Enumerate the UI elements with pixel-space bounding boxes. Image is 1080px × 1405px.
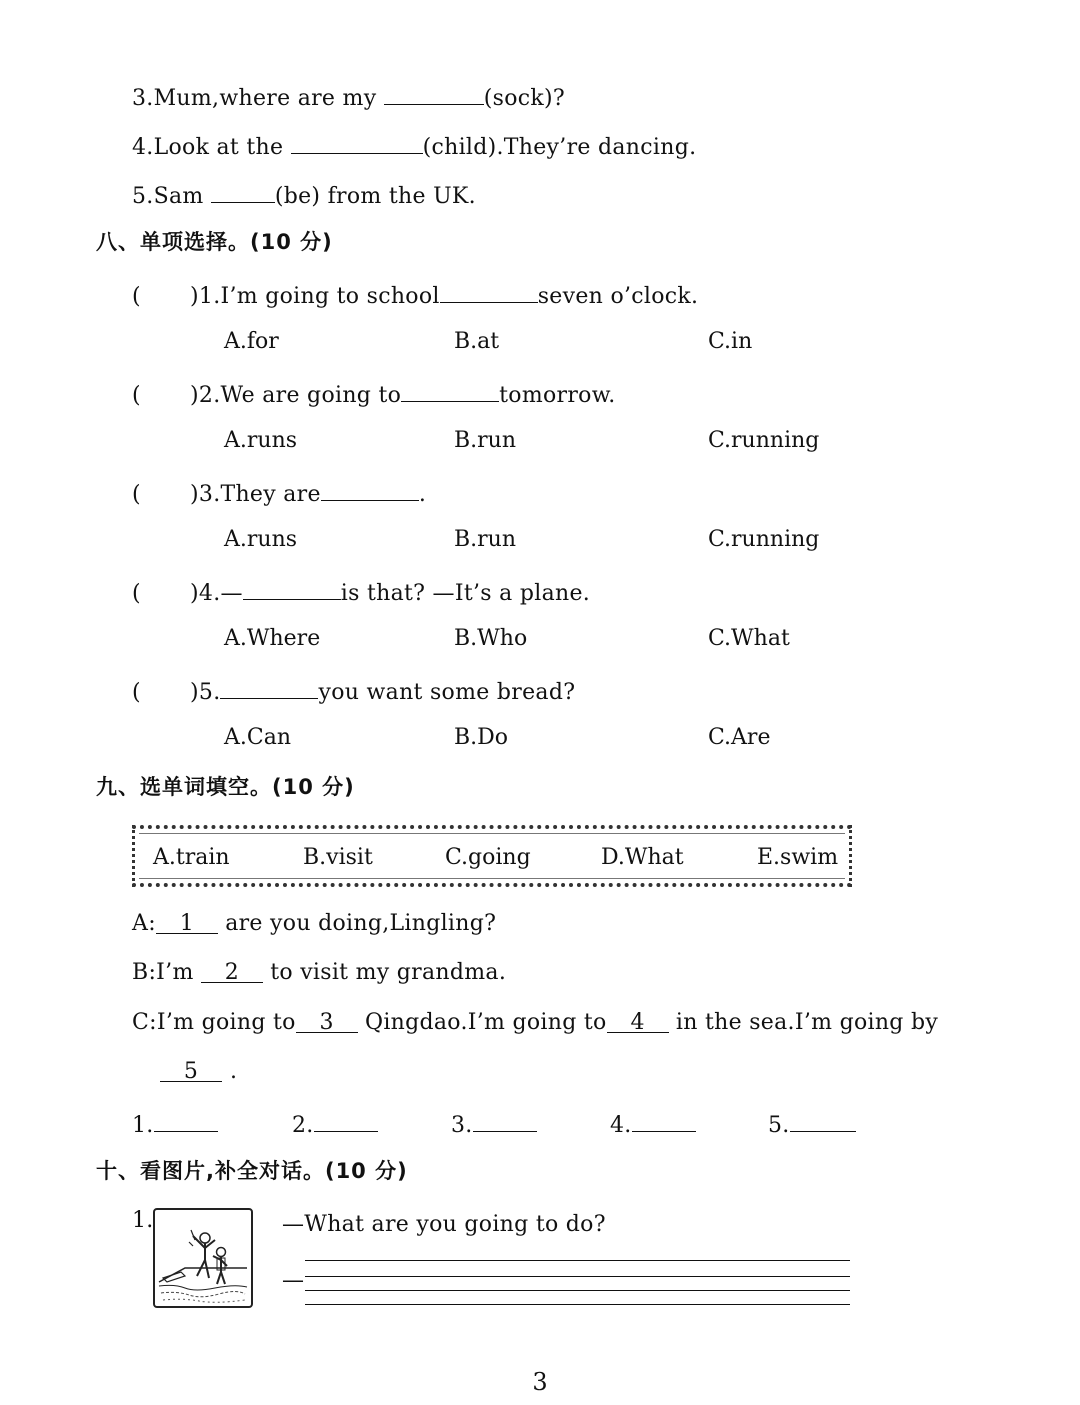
- word-bank-item: C.going: [445, 845, 531, 870]
- answer-blank[interactable]: [632, 1109, 696, 1132]
- answer-blank[interactable]: [790, 1109, 856, 1132]
- option-c[interactable]: C.Are: [708, 725, 771, 750]
- option-b[interactable]: B.Who: [454, 626, 528, 651]
- answer-line[interactable]: [305, 1276, 850, 1277]
- answer-blank[interactable]: [291, 131, 423, 154]
- word-bank-item: E.swim: [757, 845, 839, 870]
- answer-paren[interactable]: (: [132, 284, 141, 309]
- numbered-blank[interactable]: 1: [156, 911, 218, 934]
- answer-blank[interactable]: [314, 1109, 378, 1132]
- option-c[interactable]: C.in: [708, 329, 753, 354]
- fill-question-4: 4.Look at the (child).They’re dancing.: [132, 131, 696, 161]
- answer-line[interactable]: [305, 1304, 850, 1305]
- answer-blank[interactable]: [473, 1109, 537, 1132]
- answer-paren[interactable]: (: [132, 482, 141, 507]
- answer-paren[interactable]: (: [132, 581, 141, 606]
- option-b[interactable]: B.Do: [454, 725, 509, 750]
- option-c[interactable]: C.running: [708, 527, 820, 552]
- option-b[interactable]: B.run: [454, 428, 517, 453]
- answer-paren[interactable]: (: [132, 680, 141, 705]
- option-a[interactable]: A.runs: [224, 428, 298, 453]
- choice-question-5: ( )5. you want some bread?: [132, 676, 575, 706]
- option-a[interactable]: A.runs: [224, 527, 298, 552]
- answer-blank[interactable]: [154, 1109, 218, 1132]
- picture-frame: [153, 1208, 253, 1308]
- option-a[interactable]: A.Can: [224, 725, 291, 750]
- answer-blank: [401, 379, 499, 402]
- choice-question-3: ( )3.They are .: [132, 478, 426, 508]
- numbered-blank[interactable]: 4: [607, 1010, 669, 1033]
- option-a[interactable]: A.Where: [224, 626, 321, 651]
- section-10-heading: 十、看图片,补全对话。(10 分): [96, 1159, 408, 1183]
- option-b[interactable]: B.run: [454, 527, 517, 552]
- answer-blank: [220, 676, 318, 699]
- option-b[interactable]: B.at: [454, 329, 500, 354]
- item-number: 1.: [132, 1208, 154, 1233]
- choice-question-2: ( )2.We are going to tomorrow.: [132, 379, 616, 409]
- dialogue-line-c-cont: 5 .: [160, 1059, 237, 1085]
- answer-paren[interactable]: (: [132, 383, 141, 408]
- dialogue-line-a: A: 1 are you doing,Lingling?: [132, 911, 497, 936]
- fill-question-5: 5.Sam (be) from the UK.: [132, 180, 476, 210]
- answer-dash: —: [282, 1268, 305, 1293]
- numbered-blank[interactable]: 2: [201, 960, 263, 983]
- numbered-blank[interactable]: 3: [296, 1010, 358, 1033]
- answer-slot-1: 1.: [132, 1109, 218, 1139]
- option-c[interactable]: C.What: [708, 626, 790, 651]
- answer-blank: [321, 478, 419, 501]
- answer-blank: [440, 280, 538, 303]
- fill-question-3: 3.Mum,where are my (sock)?: [132, 82, 565, 112]
- word-bank-item: A.train: [153, 845, 230, 870]
- word-bank-box: [132, 825, 852, 887]
- page-number: 3: [532, 1368, 548, 1396]
- answer-line[interactable]: [305, 1290, 850, 1291]
- swimmers-illustration: [155, 1210, 251, 1306]
- answer-blank[interactable]: [384, 82, 484, 105]
- answer-blank: [243, 577, 341, 600]
- word-bank-item: B.visit: [303, 845, 373, 870]
- answer-line[interactable]: [305, 1260, 850, 1261]
- section-9-heading: 九、选单词填空。(10 分): [96, 775, 355, 799]
- answer-slot-5: 5.: [768, 1109, 856, 1139]
- answer-slot-2: 2.: [292, 1109, 378, 1139]
- answer-slot-4: 4.: [610, 1109, 696, 1139]
- choice-question-1: ( )1.I’m going to school seven o’clock.: [132, 280, 698, 310]
- option-c[interactable]: C.running: [708, 428, 820, 453]
- dialogue-question: —What are you going to do?: [282, 1212, 606, 1237]
- option-a[interactable]: A.for: [224, 329, 279, 354]
- numbered-blank[interactable]: 5: [160, 1059, 222, 1082]
- answer-slot-3: 3.: [451, 1109, 537, 1139]
- answer-blank[interactable]: [211, 180, 275, 203]
- choice-question-4: ( )4.— is that? —It’s a plane.: [132, 577, 590, 607]
- dialogue-line-c: C:I’m going to 3 Qingdao.I’m going to 4 in the sea.I’m going by: [132, 1010, 939, 1035]
- section-8-heading: 八、单项选择。(10 分): [96, 230, 333, 254]
- word-bank-item: D.What: [601, 845, 684, 870]
- dialogue-line-b: B:I’m 2 to visit my grandma.: [132, 960, 507, 985]
